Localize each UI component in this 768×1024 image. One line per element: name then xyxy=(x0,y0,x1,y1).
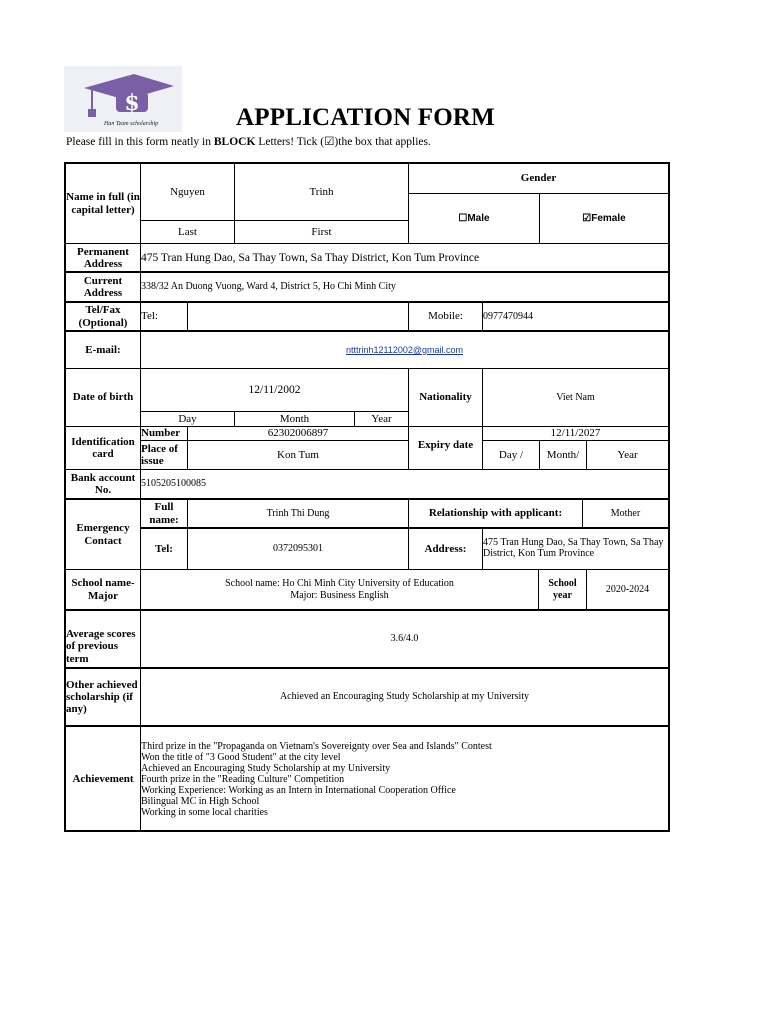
permanent-address-label: Permanent Address xyxy=(66,243,140,272)
place-of-issue-field[interactable]: Kon Tum xyxy=(187,440,408,469)
gender-male-checkbox[interactable]: ☐Male xyxy=(408,193,539,243)
school-label: School name- Major xyxy=(66,569,140,609)
emergency-address-label: Address: xyxy=(408,527,482,569)
emergency-address-field[interactable]: 475 Tran Hung Dao, Sa Thay Town, Sa Thay District, Kon Tum Province xyxy=(482,527,668,569)
last-name-field[interactable]: Nguyen xyxy=(140,164,234,220)
school-year-field[interactable]: 2020-2024 xyxy=(586,569,668,609)
email-label: E-mail: xyxy=(66,330,140,368)
school-year-label: School year xyxy=(538,569,586,609)
email-field[interactable] xyxy=(140,330,668,368)
average-score-field[interactable]: 3.6/4.0 xyxy=(140,609,668,667)
first-name-label: First xyxy=(234,220,408,243)
scholarship-logo xyxy=(64,66,182,132)
expiry-date-label: Expiry date xyxy=(408,426,482,469)
other-scholarship-field[interactable]: Achieved an Encouraging Study Scholarship at my University xyxy=(140,667,668,725)
achievement-field[interactable] xyxy=(140,725,668,832)
relationship-field[interactable]: Mother xyxy=(582,498,668,527)
emergency-contact-label: Emergency Contact xyxy=(66,498,140,569)
tel-field[interactable] xyxy=(187,301,408,330)
expiry-month-label: Month/ xyxy=(539,440,586,469)
current-address-field[interactable]: 338/32 An Duong Vuong, Ward 4, District 5, Ho Chi Minh City xyxy=(140,271,668,301)
nationality-field[interactable]: Viet Nam xyxy=(482,368,668,426)
place-of-issue-label: Place of issue xyxy=(140,440,187,469)
id-card-label: Identification card xyxy=(66,426,140,469)
achievement-item: Third prize in the "Propaganda on Vietnam's Sovereignty over Sea and Islands" Contest xyxy=(141,741,492,752)
dob-field[interactable]: 12/11/2002 xyxy=(140,368,408,411)
svg-text:$: $ xyxy=(124,90,140,116)
first-name-field[interactable]: Trinh xyxy=(234,164,408,220)
permanent-address-field[interactable]: 475 Tran Hung Dao, Sa Thay Town, Sa Thay District, Kon Tum Province xyxy=(140,243,668,272)
relationship-label: Relationship with applicant: xyxy=(408,498,582,527)
application-form xyxy=(64,162,670,832)
id-number-field[interactable]: 62302006897 xyxy=(187,426,408,440)
emergency-name-label: Full name: xyxy=(140,498,187,527)
achievement-label: Achievement xyxy=(66,725,140,832)
tel-fax-label: Tel/Fax (Optional) xyxy=(66,301,140,330)
expiry-year-label: Year xyxy=(586,440,668,469)
achievement-item: Fourth prize in the "Reading Culture" Competition xyxy=(141,774,345,785)
email-link[interactable]: ntttrinh12112002@gmail.com xyxy=(345,344,464,355)
achievement-item: Achieved an Encouraging Study Scholarship at my University xyxy=(141,763,391,774)
expiry-date-field[interactable]: 12/11/2027 xyxy=(482,426,668,440)
dob-label: Date of birth xyxy=(66,368,140,426)
school-name-value: School name: Ho Chi Minh City University of Education xyxy=(225,578,454,590)
dob-year-label: Year xyxy=(354,411,408,426)
school-field[interactable] xyxy=(140,569,538,609)
emergency-tel-label: Tel: xyxy=(140,527,187,569)
id-number-label: Number xyxy=(140,426,187,440)
expiry-day-label: Day / xyxy=(482,440,539,469)
mobile-field[interactable]: 0977470944 xyxy=(482,301,668,330)
emergency-name-field[interactable]: Trinh Thi Dung xyxy=(187,498,408,527)
gender-female-checkbox[interactable]: ☑Female xyxy=(539,193,668,243)
instructions: Please fill in this form neatly in BLOCK Letters! Tick (☑)the box that applies. xyxy=(66,136,431,148)
achievement-item: Bilingual MC in High School xyxy=(141,796,260,807)
nationality-label: Nationality xyxy=(408,368,482,426)
current-address-label: Current Address xyxy=(66,271,140,301)
achievement-item: Working Experience: Working as an Intern in International Cooperation Office xyxy=(141,785,456,796)
emergency-tel-field[interactable]: 0372095301 xyxy=(187,527,408,569)
tel-label: Tel: xyxy=(140,301,187,330)
achievement-item: Working in some local charities xyxy=(141,807,268,818)
bank-account-field[interactable]: 5105205100085 xyxy=(140,469,668,498)
other-scholarship-label: Other achieved scholarship (if any) xyxy=(66,667,140,725)
dob-day-label: Day xyxy=(140,411,234,426)
achievement-item: Won the title of "3 Good Student" at the city level xyxy=(141,752,341,763)
logo-text: Han Team scholarship xyxy=(104,121,159,127)
dob-month-label: Month xyxy=(234,411,354,426)
bank-account-label: Bank account No. xyxy=(66,469,140,498)
gender-label: Gender xyxy=(408,164,668,193)
average-score-label: Average scores of previous term xyxy=(66,609,140,667)
page-title: APPLICATION FORM xyxy=(236,104,495,131)
mobile-label: Mobile: xyxy=(408,301,482,330)
last-name-label: Last xyxy=(140,220,234,243)
major-value: Major: Business English xyxy=(290,589,389,601)
name-label: Name in full (in capital letter) xyxy=(66,191,140,216)
